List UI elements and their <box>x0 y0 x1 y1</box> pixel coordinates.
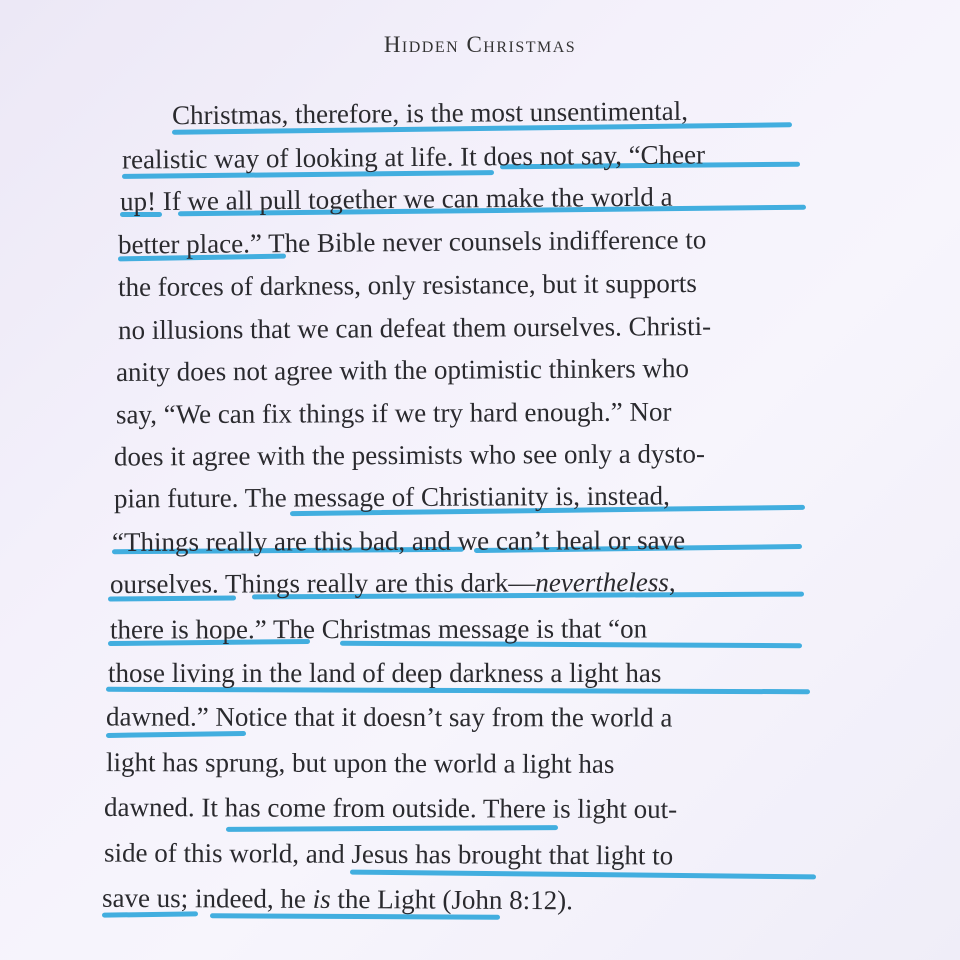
text-line: side of this world, and Jesus has brought that light to <box>103 837 674 871</box>
text-line: say, “We can fix things if we try hard enough.” Nor <box>115 396 672 430</box>
text-line: no illusions that we can defeat them ourselves. Christi- <box>117 310 712 346</box>
emphasis-text: nevertheless <box>535 567 669 598</box>
text-line: realistic way of looking at life. It does not say, “Cheer <box>121 139 706 175</box>
text-line: “Things really are this bad, and we can’t heal or save <box>111 524 686 558</box>
text-line: up! If we all pull together we can make the world a <box>119 181 673 217</box>
running-head: Hidden Christmas <box>383 32 577 57</box>
highlight-mark <box>226 825 558 832</box>
text-line: dawned.” Notice that it doesn’t say from the world a <box>105 701 673 733</box>
text-line: dawned. It has come from outside. There is light out- <box>103 791 678 825</box>
text-line: Christmas, therefore, is the most unsentimental, <box>171 95 689 131</box>
text-line: there is hope.” The Christmas message is that “on <box>109 613 648 645</box>
text-line: light has sprung, but upon the world a light has <box>105 747 615 779</box>
text-line: save us; indeed, he is the Light (John 8:12). <box>101 882 574 916</box>
text-line: the forces of darkness, only resistance, but it supports <box>117 267 697 303</box>
text-line: ourselves. Things really are this dark—nevertheless, <box>109 567 676 599</box>
text-line: those living in the land of deep darkness a light has <box>108 658 662 688</box>
emphasis-text: is <box>312 883 331 914</box>
text-line: pian future. The message of Christianity is, instead, <box>113 480 670 514</box>
text-line: anity does not agree with the optimistic thinkers who <box>115 353 690 387</box>
text-line: better place.” The Bible never counsels indifference to <box>117 224 707 260</box>
text-line: does it agree with the pessimists who see only a dysto- <box>113 438 705 472</box>
